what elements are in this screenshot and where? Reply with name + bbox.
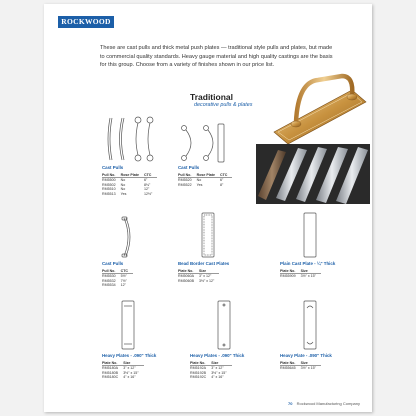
column-header: Rose Plate	[197, 173, 220, 178]
table-cell: 5½"	[120, 274, 127, 279]
page-footer	[288, 401, 360, 406]
table-cell: 12"	[120, 283, 126, 288]
table-cell: 3" x 12"	[211, 366, 224, 371]
table-row	[102, 375, 144, 380]
table-cell: No	[120, 187, 126, 192]
table-cell: RM5060B	[178, 278, 194, 283]
cast-pulls-grip-drawing	[178, 122, 228, 164]
block-title: Heavy Plates - .090" Thick	[190, 353, 245, 358]
heavy-plates-mid-table	[190, 354, 244, 380]
plain-plate-drawing	[302, 212, 318, 258]
cast-pulls-rose-drawing	[102, 114, 158, 164]
page-number: 70	[288, 401, 293, 406]
table-cell: Yes	[120, 191, 127, 196]
spec-table	[102, 269, 133, 288]
table-cell: 8"	[219, 182, 224, 187]
table-cell: RM5534	[102, 283, 116, 288]
column-header: Pull No.	[102, 269, 121, 274]
heavy-plate-right-table	[280, 354, 332, 371]
beaded-plate-drawing	[200, 212, 216, 258]
column-header: Size	[301, 361, 321, 366]
spec-table	[190, 361, 232, 380]
table-cell: RM5502	[102, 182, 116, 187]
table-cell: 12½"	[143, 191, 153, 196]
push-plates-photo	[256, 144, 370, 204]
column-header: Plate No.	[190, 361, 211, 366]
spec-table	[280, 361, 321, 371]
table-cell: No	[120, 182, 126, 187]
column-header: Pull No.	[102, 173, 121, 178]
cast-pulls-simple-table	[102, 262, 133, 288]
table-cell: RM5180C	[102, 375, 119, 380]
table-cell: RM5522	[178, 182, 192, 187]
brass-pull-photo	[256, 62, 370, 154]
table-cell: RM5180A	[102, 366, 118, 371]
table-row	[102, 283, 133, 288]
table-cell: RM5513	[102, 191, 116, 196]
column-header: Rose Plate	[121, 173, 144, 178]
cast-pulls-rose-table	[102, 166, 157, 197]
spec-table	[178, 173, 232, 188]
heavy-plate-left-drawing	[120, 300, 136, 350]
block-title: Heavy Plate - .090" Thick	[280, 353, 332, 358]
heavy-plates-left-table	[102, 354, 156, 380]
table-cell: 3½" x 15"	[300, 274, 316, 279]
table-row	[102, 192, 157, 197]
table-cell: RM5192A	[190, 366, 206, 371]
table-row	[178, 183, 232, 188]
column-header: Plate No.	[178, 269, 199, 274]
block-title: Heavy Plates - .090" Thick	[102, 353, 157, 358]
catalog-page	[44, 4, 372, 412]
beaded-plates-table	[178, 262, 229, 283]
table-cell: 12"	[143, 187, 150, 192]
table-row	[190, 375, 232, 380]
column-header: Size	[199, 269, 219, 274]
spec-table	[102, 361, 144, 380]
spec-table	[102, 173, 157, 197]
table-cell: 4" x 16"	[123, 375, 136, 380]
table-cell: RM5192B	[190, 370, 206, 375]
column-header: Plate No.	[280, 269, 301, 274]
table-cell: 4" x 16"	[211, 375, 224, 380]
table-cell: RM5510	[102, 187, 116, 192]
rockwood-logo: ROCKWOOD	[58, 16, 114, 28]
column-header: Size	[301, 269, 321, 274]
table-cell: RM5060A	[178, 274, 194, 279]
table-cell: 7½"	[120, 278, 127, 283]
table-cell: 6"	[219, 178, 224, 183]
table-cell: 3½" x 15"	[211, 370, 227, 375]
column-header: CTC	[121, 269, 133, 274]
table-cell: RM55909	[280, 274, 296, 279]
spec-table	[280, 269, 321, 279]
table-cell: RM55645	[280, 366, 296, 371]
column-header: Plate No.	[102, 361, 123, 366]
column-header: Pull No.	[178, 173, 197, 178]
column-header: CTC	[220, 173, 232, 178]
table-cell: Yes	[196, 182, 203, 187]
column-header: Plate No.	[280, 361, 301, 366]
heavy-plate-right-drawing	[302, 300, 318, 350]
plain-cast-plate-table	[280, 262, 335, 279]
block-title: Plain Cast Plate - ¼" Thick	[280, 261, 336, 266]
table-cell: 8⅛"	[143, 182, 151, 187]
block-title: Cast Pulls	[178, 165, 200, 170]
table-row	[280, 366, 321, 371]
table-cell: 3½" x 15"	[300, 366, 316, 371]
table-cell: RM5192C	[190, 375, 207, 380]
table-cell: 3" x 12"	[123, 366, 136, 371]
heavy-plate-mid-drawing	[216, 300, 232, 350]
table-row	[178, 279, 219, 284]
table-cell: RM5180B	[102, 370, 118, 375]
cast-pulls-simple-drawing	[102, 216, 152, 258]
table-cell: No	[120, 178, 126, 183]
spec-table	[178, 269, 219, 284]
cast-pulls-grip-table	[178, 166, 232, 187]
table-row	[280, 274, 321, 279]
section-subtitle: decorative pulls & plates	[194, 102, 253, 108]
table-cell: RM5520	[178, 178, 192, 183]
table-cell: 6"	[143, 178, 148, 183]
table-cell: RM5500	[102, 178, 116, 183]
block-title: Bead Border Cast Plates	[178, 261, 230, 266]
table-cell: No	[196, 178, 202, 183]
section-title: Traditional	[190, 92, 233, 102]
table-cell: 3½" x 12"	[198, 278, 215, 283]
table-cell: 3" x 12"	[198, 274, 212, 279]
block-title: Cast Pulls	[102, 261, 124, 266]
column-header: CTC	[144, 173, 157, 178]
column-header: Size	[211, 361, 231, 366]
company-name: Rockwood Manufacturing Company	[296, 401, 360, 406]
column-header: Size	[123, 361, 143, 366]
table-cell: 3½" x 15"	[123, 370, 139, 375]
table-cell: RM5530	[102, 274, 116, 279]
table-cell: RM5532	[102, 278, 116, 283]
block-title: Cast Pulls	[102, 165, 124, 170]
intro-paragraph: These are cast pulls and thick metal push plates — traditional style pulls and plates, but made to commercial quality standards. Heavy gauge material and high quality castings are the basis for this group. Choose from a variety of finishes shown in our price list.	[100, 45, 333, 69]
